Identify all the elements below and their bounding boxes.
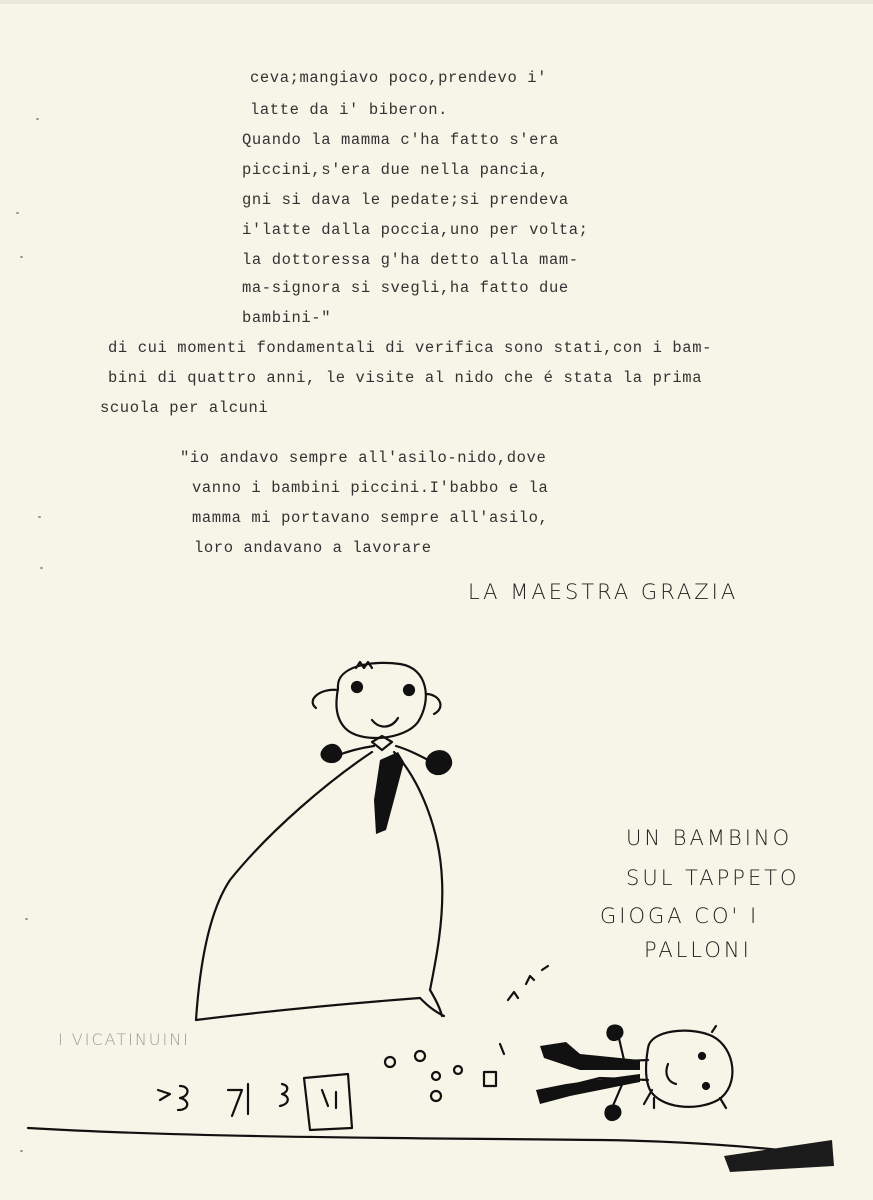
caption-child-line: UN BAMBINO — [626, 826, 793, 850]
typed-line: latte da i' biberon. — [250, 101, 449, 119]
typed-line: piccini,s'era due nella pancia, — [242, 161, 549, 179]
typed-line: mamma mi portavano sempre all'asilo, — [192, 509, 549, 527]
typed-line: scuola per alcuni — [100, 399, 269, 417]
caption-child-line: SUL TAPPETO — [626, 866, 800, 890]
typed-line: vanno i bambini piccini.I'babbo e la — [192, 479, 549, 497]
typed-line: ceva;mangiavo poco,prendevo i' — [250, 69, 548, 87]
typed-line: la dottoressa g'ha detto alla mam- — [242, 251, 579, 269]
caption-teacher: LA MAESTRA GRAZIA — [468, 580, 739, 604]
caption-child-line: GIOGA CO' I — [600, 904, 760, 928]
teacher-figure — [196, 662, 444, 1020]
typed-line: "io andavo sempre all'asilo-nido,dove — [180, 449, 547, 467]
typed-line: i'latte dalla poccia,uno per volta; — [242, 221, 589, 239]
typed-line: gni si dava le pedate;si prendeva — [242, 191, 569, 209]
typed-line: bini di quattro anni, le visite al nido che é stata la prima — [108, 369, 703, 387]
caption-child-line: PALLONI — [644, 938, 752, 962]
typed-line: ma-signora si svegli,ha fatto due — [242, 279, 569, 297]
typed-line: di cui momenti fondamentali di verifica sono stati,con i bam- — [108, 339, 712, 357]
typed-line: bambini-" — [242, 309, 332, 327]
typed-line: Quando la mamma c'ha fatto s'era — [242, 131, 559, 149]
ink-smudge — [724, 1140, 834, 1172]
faint-handwriting: I VICATINUINI — [58, 1030, 190, 1049]
typed-line: loro andavano a lavorare — [194, 539, 432, 557]
